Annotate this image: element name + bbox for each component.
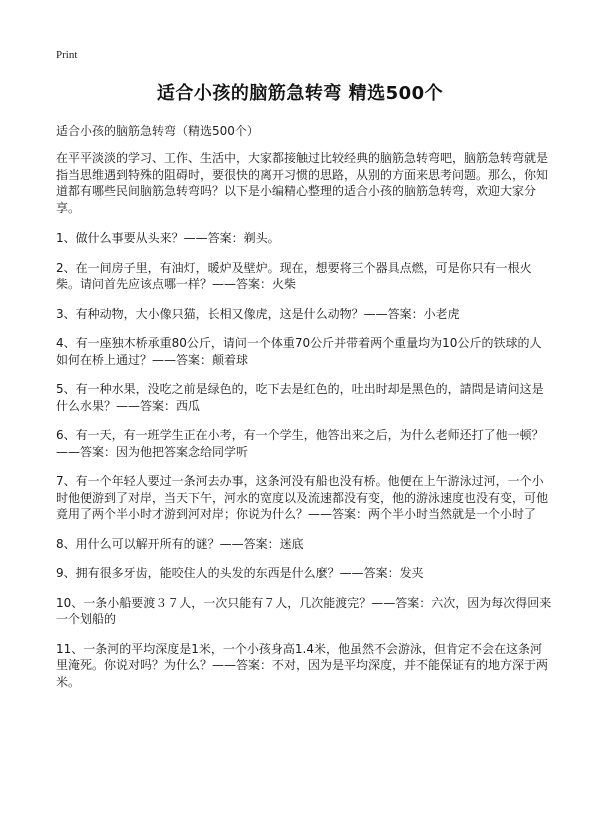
question-item: 3、有种动物，大小像只猫，长相又像虎，这是什么动物？——答案：小老虎 — [56, 306, 460, 321]
intro-paragraph: 在平平淡淡的学习、工作、生活中，大家都接触过比较经典的脑筋急转弯吧，脑筋急转弯就是指当思维遇到特殊的阻碍时，要很快的离开习惯的思路，从别的方面来思考问题。那么，你知道都有哪些民间脑筋急转弯吗？以下是小编精心整理的适合小孩的脑筋急转弯，欢迎大家分享。 — [56, 151, 549, 215]
question-item: 9、拥有很多牙齿，能咬住人的头发的东西是什么麼？——答案：发夹 — [56, 566, 424, 580]
question-item: 4、有一座独木桥承重80公斤，请问一个体重70公斤并带着两个重量均为10公斤的铁球的人如何在桥上通过？——答案：颠着球 — [56, 336, 542, 367]
question-item: 11、一条河的平均深度是1米，一个小孩身高1.4米，他虽然不会游泳，但肯定不会在这条河里淹死。你说对吗？为什么？——答案：不对，因为是平均深度，并不能保证有的地方深于两米。 — [56, 641, 549, 689]
article-subtitle: 适合小孩的脑筋急转弯（精选500个） — [56, 124, 259, 138]
question-item: 6、有一天，有一班学生正在小考，有一个学生，他答出来之后，为什么老师还打了他一顿？——答案：因为他把答案念给同学听 — [56, 428, 544, 459]
article-content — [56, 150, 552, 703]
question-item: 10、一条小船要渡３７人，一次只能有７人，几次能渡完？——答案：六次，因为每次得回来一个划船的 — [56, 595, 552, 626]
question-item: 7、有一个年轻人要过一条河去办事，这条河没有船也没有桥。他便在上午游泳过河，一个小时他便游到了对岸，当天下午，河水的宽度以及流速都没有变，他的游泳速度也没有变，可他竟用了两个半小时才游到河对岸；你说为什么？——答案：两个半小时当然就是一个小时了 — [56, 474, 549, 521]
question-item: 2、在一间房子里，有油灯，暖炉及壁炉。现在，想要将三个器具点燃，可是你只有一根火柴。请问首先应该点哪一样？——答案：火柴 — [56, 260, 532, 291]
page-title: 适合小孩的脑筋急转弯 精选500个 — [156, 83, 444, 104]
print-link[interactable]: Print — [56, 49, 78, 61]
question-item: 1、做什么事要从头来？——答案：剃头。 — [56, 231, 280, 245]
question-item: 5、有一种水果，没吃之前是绿色的，吃下去是红色的，吐出时却是黑色的，請問是请问这是什么水果？——答案：西瓜 — [56, 382, 544, 413]
question-item: 8、用什么可以解开所有的谜？——答案：迷底 — [56, 536, 304, 551]
